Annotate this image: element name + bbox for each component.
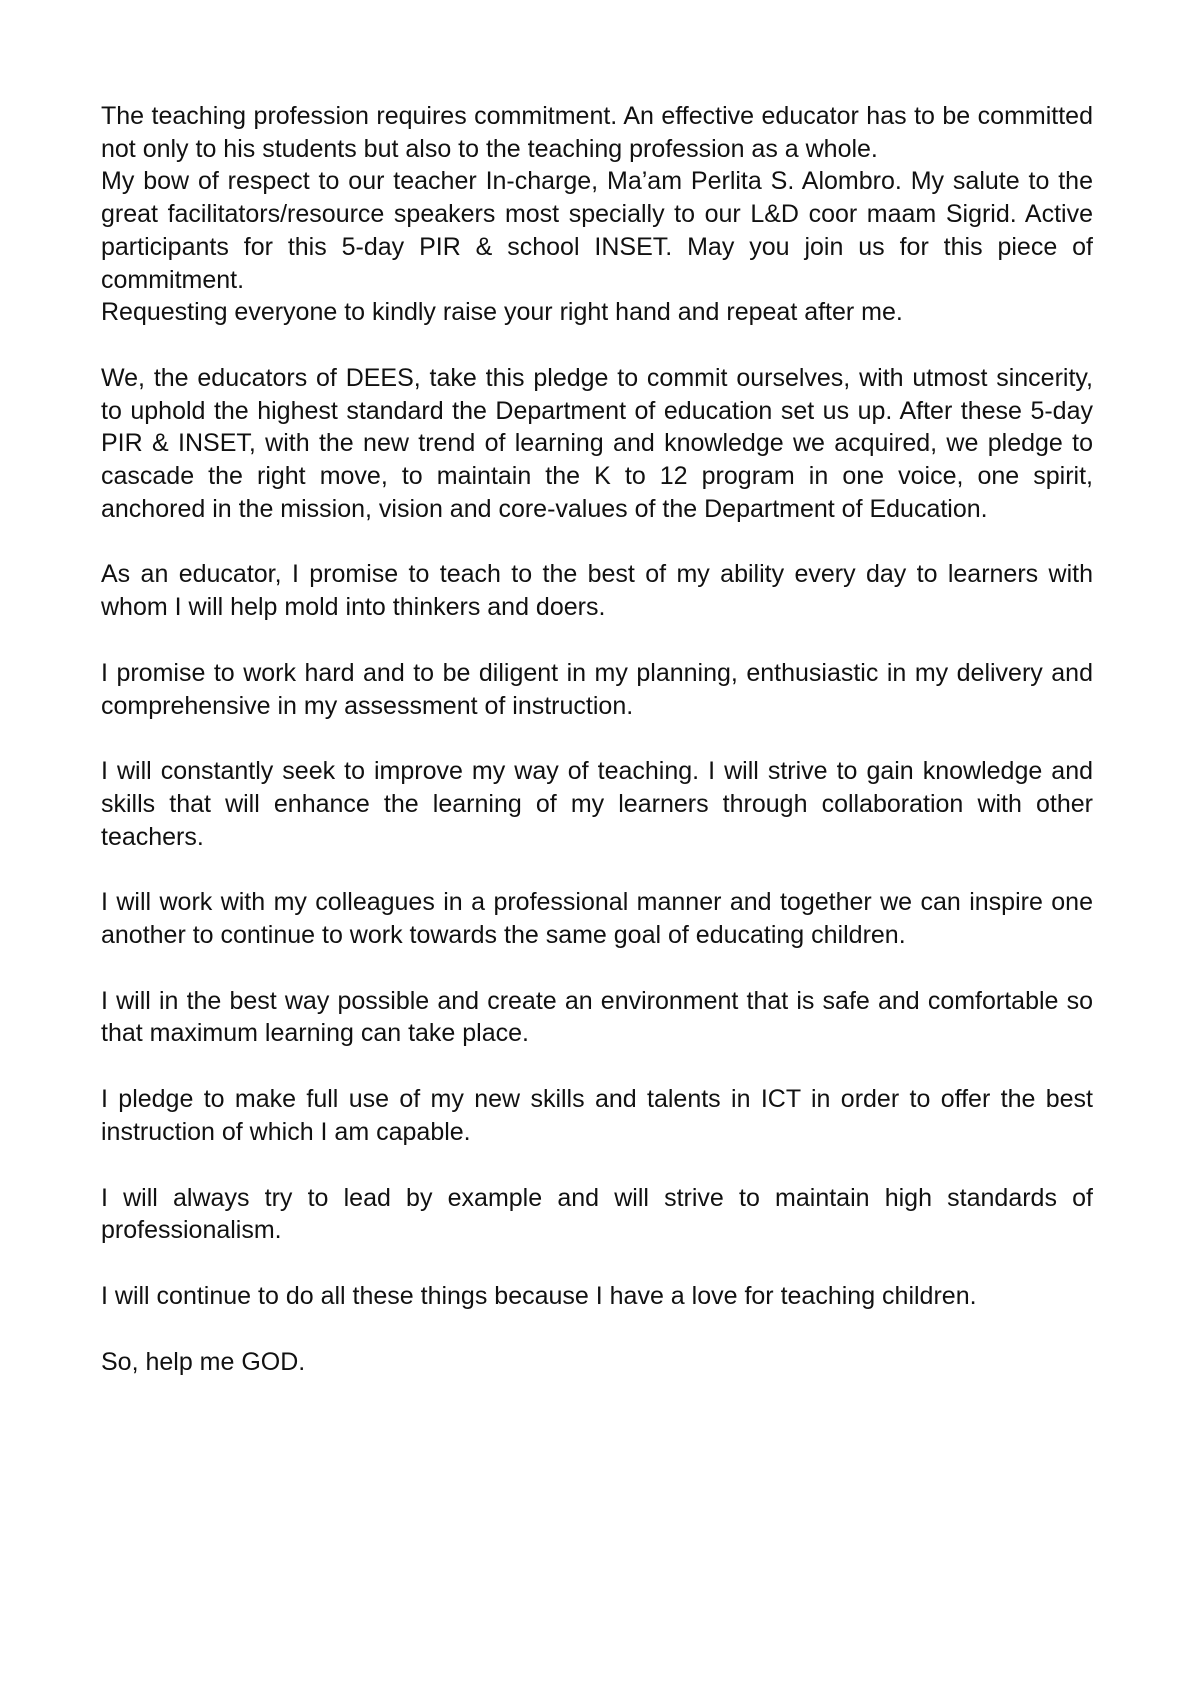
pledge-paragraph-work-hard: I promise to work hard and to be diligent in my planning, enthusiastic in my delivery and comprehensive in my assessment of instruction. xyxy=(101,658,1093,720)
intro-paragraph-acknowledgement: My bow of respect to our teacher In-charge, Ma’am Perlita S. Alombro. My salute to the great facilitators/resource speakers most specially to our L&D coor maam Sigrid. Active participants for this 5-day PIR & school INSET. May you join us for this piece of commitment. xyxy=(101,167,1093,294)
pledge-paragraph-colleagues: I will work with my colleagues in a professional manner and together we can inspire one another to continue to work towards the same goal of educating children. xyxy=(101,888,1093,950)
intro-paragraph-request: Requesting everyone to kindly raise your right hand and repeat after me. xyxy=(101,298,903,327)
pledge-paragraph-example: I will always try to lead by example and will strive to maintain high standards of professionalism. xyxy=(101,1183,1093,1245)
pledge-paragraph-love: I will continue to do all these things because I have a love for teaching children. xyxy=(101,1281,977,1310)
intro-paragraph-commitment: The teaching profession requires commitment. An effective educator has to be committed not only to his students but also to the teaching profession as a whole. xyxy=(101,102,1093,163)
pledge-paragraph-environment: I will in the best way possible and create an environment that is safe and comfortable so that maximum learning can take place. xyxy=(101,986,1093,1048)
pledge-paragraph-ict: I pledge to make full use of my new skills and talents in ICT in order to offer the best instruction of which I am capable. xyxy=(101,1085,1093,1146)
pledge-paragraph-teach: As an educator, I promise to teach to the best of my ability every day to learners with whom I will help mold into thinkers and doers. xyxy=(101,560,1093,622)
pledge-paragraph-closing: So, help me GOD. xyxy=(101,1347,306,1376)
pledge-paragraph-educators: We, the educators of DEES, take this pledge to commit ourselves, with utmost sincerity, to uphold the highest standard the Department of education set us up. After these 5-day PIR & INSET, with the new trend of learning and knowledge we acquired, we pledge to cascade the right move, to maintain the K to 12 program in one voice, one spirit, anchored in the mission, vision and core-values of the Department of Education. xyxy=(101,363,1093,523)
document-page xyxy=(101,100,1093,1378)
pledge-paragraph-improve: I will constantly seek to improve my way of teaching. I will strive to gain knowledge and skills that will enhance the learning of my learners through collaboration with other teachers. xyxy=(101,757,1093,851)
